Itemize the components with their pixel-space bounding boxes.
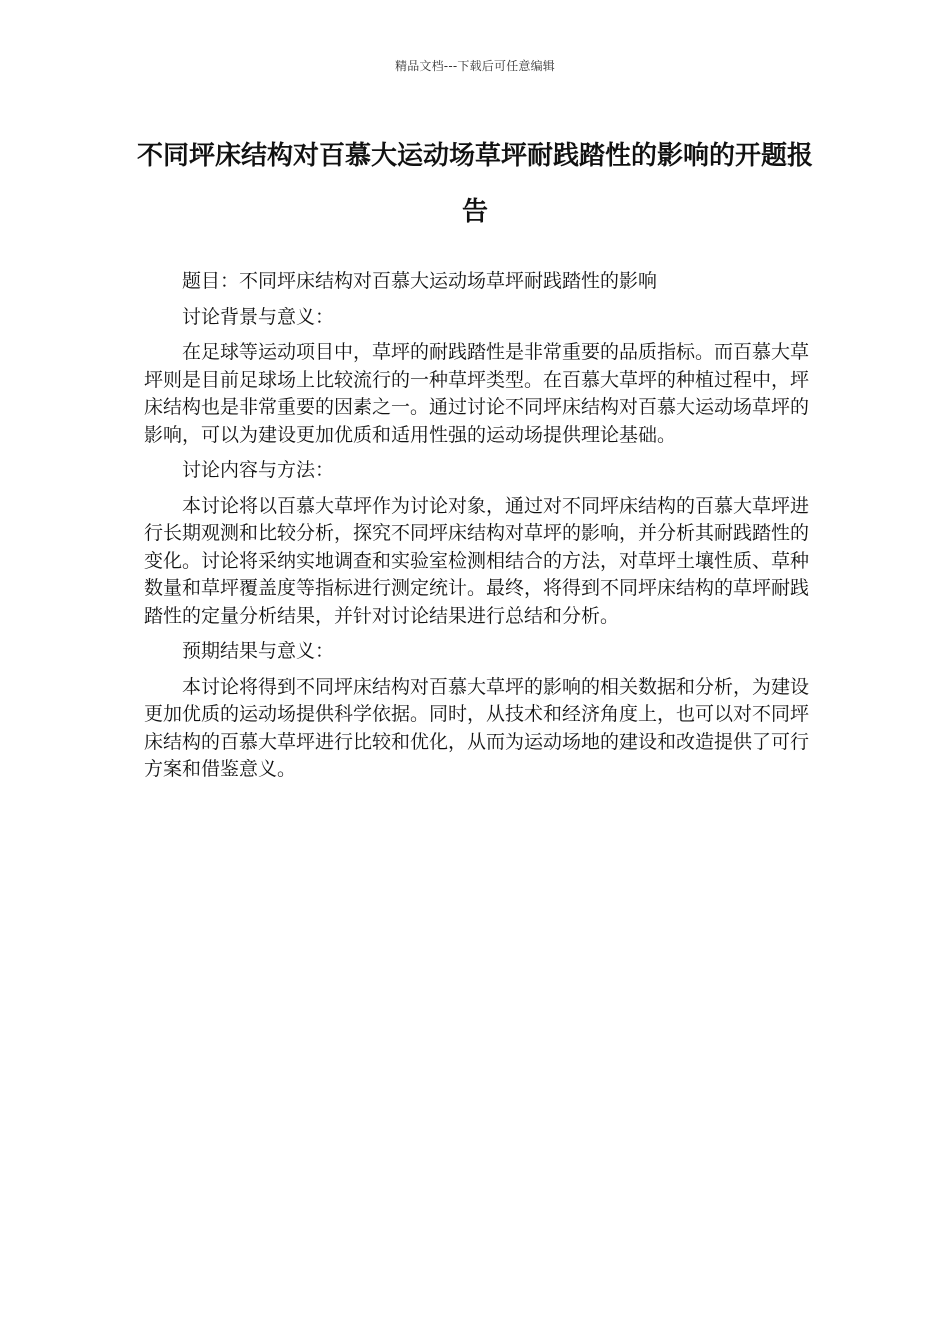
section-heading-background: 讨论背景与意义：	[182, 305, 335, 328]
expected-results-paragraph: 本讨论将得到不同坪床结构对百慕大草坪的影响的相关数据和分析，为建设更加优质的运动场提供科学依据。同时，从技术和经济角度上，也可以对不同坪床结构的百慕大草坪进行比较和优化，从而为运动场地的建设和改造提供了可行方案和借鉴意义。	[144, 675, 810, 780]
content-methods-paragraph: 本讨论将以百慕大草坪作为讨论对象，通过对不同坪床结构的百慕大草坪进行长期观测和比较分析，探究不同坪床结构对草坪的影响，并分析其耐践踏性的变化。讨论将采纳实地调查和实验室检测相结合的方法，对草坪土壤性质、草种数量和草坪覆盖度等指标进行测定统计。最终，将得到不同坪床结构的草坪耐践踏性的定量分析结果，并针对讨论结果进行总结和分析。	[144, 494, 810, 627]
section-heading-expected-results: 预期结果与意义：	[182, 640, 335, 662]
topic-line: 题目：不同坪床结构对百慕大运动场草坪耐践踏性的影响	[182, 270, 658, 292]
background-paragraph: 在足球等运动项目中，草坪的耐践踏性是非常重要的品质指标。而百慕大草坪则是目前足球场上比较流行的一种草坪类型。在百慕大草坪的种植过程中，坪床结构也是非常重要的因素之一。通过讨论不同坪床结构对百慕大运动场草坪的影响，可以为建设更加优质和适用性强的运动场提供理论基础。	[144, 341, 810, 446]
page-header-note: 精品文档---下载后可任意编辑	[395, 59, 555, 73]
document-title: 不同坪床结构对百慕大运动场草坪耐践踏性的影响的开题报告	[136, 141, 813, 227]
section-heading-content-methods: 讨论内容与方法：	[182, 459, 335, 481]
document-body	[144, 268, 809, 792]
